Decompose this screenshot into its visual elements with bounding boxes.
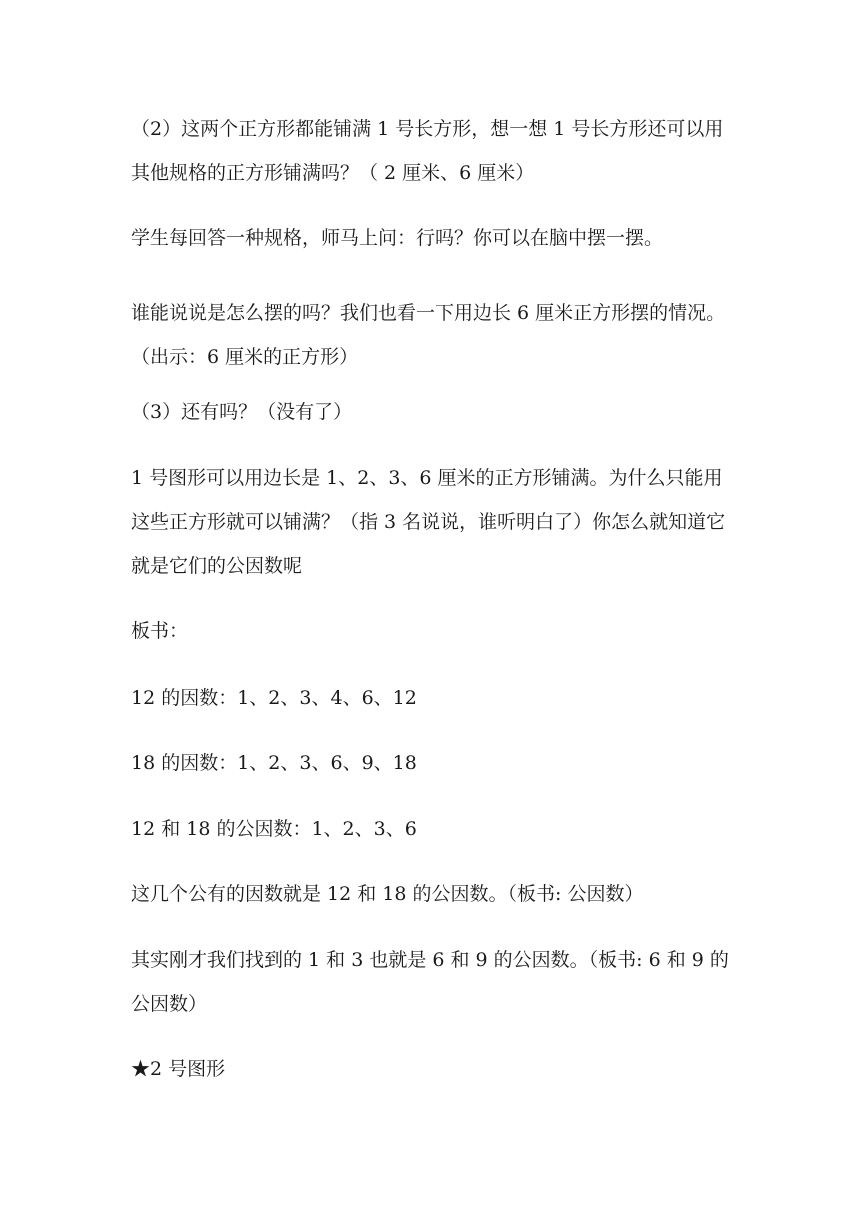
paragraph-common-factor-definition: 这几个公有的因数就是 12 和 18 的公因数。（板书: 公因数） <box>131 883 644 905</box>
paragraph-board-heading: 板书： <box>131 620 189 642</box>
paragraph-shape-1-summary: 1 号图形可以用边长是 1、2、3、6 厘米的正方形铺满。为什么只能用这些正方形就可以铺满？（指 3 名说说，谁听明白了）你怎么就知道它就是它们的公因数呢 <box>131 467 726 577</box>
paragraph-question-3: （3）还有吗？（没有了） <box>131 401 353 423</box>
paragraph-factors-18: 18 的因数：1、2、3、6、9、18 <box>131 752 417 774</box>
paragraph-shape-2-heading: ★2 号图形 <box>131 1058 226 1080</box>
paragraph-how-arranged: 谁能说说是怎么摆的吗？我们也看一下用边长 6 厘米正方形摆的情况。（出示：6 厘米的正方形） <box>131 302 726 368</box>
paragraph-question-2: （2）这两个正方形都能铺满 1 号长方形，想一想 1 号长方形还可以用其他规格的正方形铺满吗？（ 2 厘米、6 厘米） <box>131 118 724 184</box>
paragraph-factors-12: 12 的因数：1、2、3、4、6、12 <box>131 687 417 709</box>
paragraph-student-answers: 学生每回答一种规格，师马上问：行吗？你可以在脑中摆一摆。 <box>131 227 664 249</box>
paragraph-6-and-9: 其实刚才我们找到的 1 和 3 也就是 6 和 9 的公因数。（板书: 6 和 9 的公因数） <box>131 949 729 1015</box>
paragraph-common-factors: 12 和 18 的公因数：1、2、3、6 <box>131 818 417 840</box>
